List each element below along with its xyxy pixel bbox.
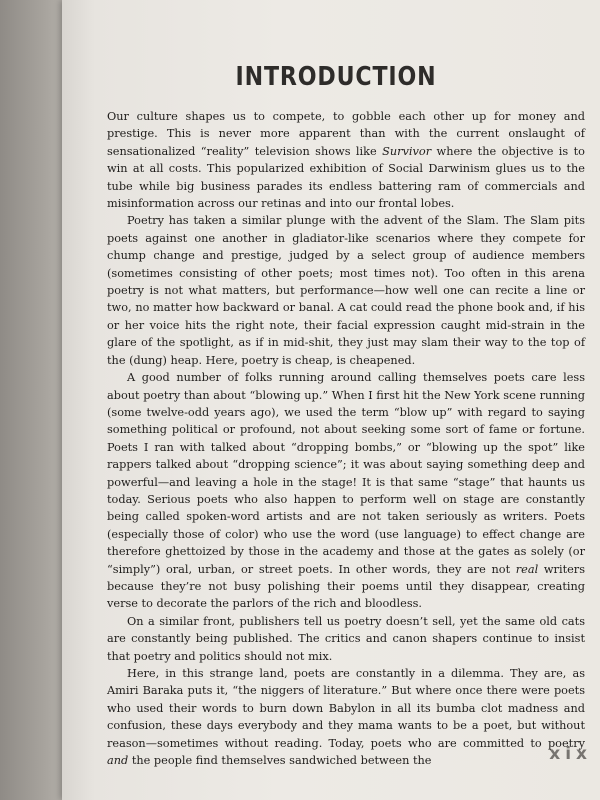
italic-text: real bbox=[515, 562, 539, 576]
paragraph-4 bbox=[107, 613, 585, 665]
body-text bbox=[107, 108, 585, 769]
text-run: On a similar front, publishers tell us poetry doesn’t sell, yet the same old cats are constantly being published. The critics and canon shapers continue to insist that poetry and politics should not mix. bbox=[107, 614, 585, 663]
italic-text: Survivor bbox=[382, 144, 432, 158]
page-number: xix bbox=[549, 744, 592, 764]
italic-text: and bbox=[107, 754, 129, 768]
paragraph-5 bbox=[107, 665, 585, 769]
paragraph-1 bbox=[107, 108, 585, 212]
text-run: Our culture shapes us to compete, to gobble each other up for money and prestige. This is never more apparent than with the current onslaught of sensationalized “reality” television shows like bbox=[107, 110, 585, 158]
page-title: INTRODUCTION bbox=[235, 62, 437, 92]
book-page bbox=[62, 0, 600, 800]
text-run: where the objective is to win at all costs. This popularized exhibition of Social Darwinism glues us to the tube while big business parades its endless battering ram of commercials and misinformation across our retinas and into our frontal lobes. bbox=[107, 144, 585, 211]
text-run: Poetry has taken a similar plunge with the advent of the Slam. The Slam pits poets against one another in gladiator-like scenarios where they compete for chump change and prestige, judged by a select group of audience members (sometimes consisting of other poets; most times not). Too often in this arena poetry is not what matters, but performance—how well one can recite a line or two, no matter how backward or banal. A cat could read the phone book and, if his or her voice hits the right note, their facial expression caught mid-strain in the glare of the spotlight, as if in mid-shit, they just may slam their way to the top of the (dung) heap. Here, poetry is cheap, is cheapened. bbox=[107, 214, 585, 367]
text-run: the people find themselves sandwiched between the bbox=[128, 754, 432, 768]
paragraph-2 bbox=[107, 212, 585, 369]
text-run: writers because they’re not busy polishing their poems until they disappear, creating verse to decorate the parlors of the rich and bloodless. bbox=[107, 562, 585, 611]
desk-background bbox=[0, 0, 70, 800]
paragraph-3 bbox=[107, 369, 585, 613]
text-run: Here, in this strange land, poets are constantly in a dilemma. They are, as Amiri Baraka puts it, “the niggers of literature.” But where once there were poets who used their words to burn down Babylon in all its bumba clot madness and confusion, these days everybody and they mama wants to be a poet, but without reason—sometimes without reading. Today, poets who are committed to poetry bbox=[107, 667, 585, 750]
text-run: A good number of folks running around calling themselves poets care less about poetry than about “blowing up.” When I first hit the New York scene running (some twelve-odd years ago), we used the term “blow up” with regard to saying something political or profound, not about seeking some sort of fame or fortune. Poets I ran with talked about “dropping bombs,” or “blowing up the spot” like rappers talked about “dropping science”; it was about saying something deep and powerful—and leaving a hole in the stage! It is that same “stage” that haunts us today. Serious poets who also happen to perform well on stage are constantly being called spoken-word artists and are not taken seriously as writers. Poets (especially those of color) who use the word (use language) to effect change are therefore ghettoized by those in the academy and those at the gates as solely (or “simply”) oral, urban, or street poets. In other words, they are not bbox=[107, 371, 585, 576]
